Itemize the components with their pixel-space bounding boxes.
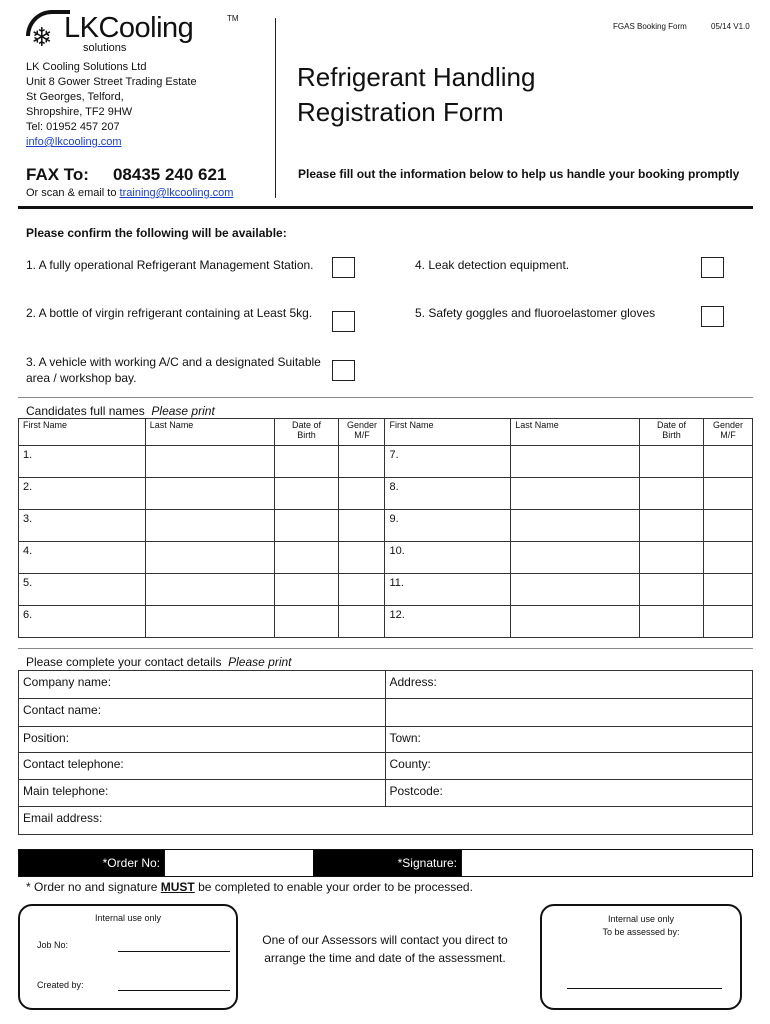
address-field-line2[interactable] [385,699,753,727]
fax-label: FAX To: [26,165,89,184]
county-field[interactable]: County: [385,753,753,780]
first-name-cell[interactable]: 7. [385,446,511,478]
first-name-cell[interactable]: 5. [19,574,146,606]
scan-email-line [26,187,233,199]
gender-cell[interactable] [339,542,385,574]
order-note: * Order no and signature MUST be completed to enable your order to be processed. [26,880,473,894]
dob-cell[interactable] [640,510,704,542]
logo-name: LKCooling [64,12,194,44]
doc-code: FGAS Booking Form [613,22,687,31]
internal-use-box-left [18,904,238,1010]
dob-cell[interactable] [274,542,339,574]
order-no-field[interactable] [164,850,313,876]
header-dob: Date of Birth [640,419,704,446]
address-line: St Georges, Telford, [26,91,124,103]
signature-label: *Signature: [313,850,461,876]
table-row [19,446,753,478]
first-name-cell[interactable]: 11. [385,574,511,606]
table-row [19,510,753,542]
signature-field[interactable] [461,850,752,876]
gender-cell[interactable] [339,446,385,478]
first-name-cell[interactable]: 4. [19,542,146,574]
company-address [26,60,197,150]
requirement-checkbox-2[interactable] [332,311,355,332]
dob-cell[interactable] [640,446,704,478]
candidates-table [18,418,753,638]
contact-table [18,670,753,835]
last-name-cell[interactable] [145,510,274,542]
gender-cell[interactable] [703,574,752,606]
job-no-label: Job No: [37,940,69,950]
assessed-by-line[interactable] [567,988,722,989]
gender-cell[interactable] [703,542,752,574]
town-field[interactable]: Town: [385,727,753,753]
candidates-label-text: Candidates full names [26,404,145,418]
dob-cell[interactable] [274,606,339,638]
contact-name-field[interactable]: Contact name: [19,699,386,727]
requirement-checkbox-1[interactable] [332,257,355,278]
last-name-cell[interactable] [145,542,274,574]
dob-cell[interactable] [640,478,704,510]
postcode-field[interactable]: Postcode: [385,780,753,807]
candidates-label [26,404,215,418]
table-row [19,606,753,638]
gender-cell[interactable] [703,478,752,510]
dob-cell[interactable] [274,574,339,606]
first-name-cell[interactable]: 2. [19,478,146,510]
requirement-label-4: 4. Leak detection equipment. [415,258,570,272]
position-field[interactable]: Position: [19,727,386,753]
assessor-message: One of our Assessors will contact you direct to arrange the time and date of the assessment. [262,933,508,965]
header-first-name: First Name [385,419,511,446]
email-address-field[interactable]: Email address: [19,807,753,835]
contact-telephone-field[interactable]: Contact telephone: [19,753,386,780]
last-name-cell[interactable] [511,574,640,606]
address-line: Unit 8 Gower Street Trading Estate [26,76,197,88]
internal-use-box-right [540,904,742,1010]
gender-cell[interactable] [339,478,385,510]
gender-cell[interactable] [339,574,385,606]
dob-cell[interactable] [640,574,704,606]
dob-cell[interactable] [274,446,339,478]
last-name-cell[interactable] [511,542,640,574]
logo-trademark: TM [227,14,239,23]
gender-cell[interactable] [703,446,752,478]
title-line: Registration Form [297,97,504,127]
header-divider [275,18,276,198]
main-telephone-field[interactable]: Main telephone: [19,780,386,807]
snowflake-icon: ❄ [31,22,53,52]
gender-cell[interactable] [339,510,385,542]
created-by-line[interactable] [118,990,230,991]
contact-label [26,655,292,669]
candidates-note: Please print [151,404,215,418]
table-row [19,542,753,574]
first-name-cell[interactable]: 3. [19,510,146,542]
requirement-label-5: 5. Safety goggles and fluoroelastomer gloves [415,306,656,320]
last-name-cell[interactable] [145,446,274,478]
table-row [19,478,753,510]
fax-line [26,165,226,185]
order-no-label: *Order No: [19,850,164,876]
confirm-heading: Please confirm the following will be available: [26,226,287,240]
gender-cell[interactable] [339,606,385,638]
requirement-label-1: 1. A fully operational Refrigerant Management Station. [26,258,314,272]
last-name-cell[interactable] [511,606,640,638]
internal-use-title: Internal use only [94,913,162,923]
section-divider [18,648,753,649]
requirement-label-2: 2. A bottle of virgin refrigerant containing at Least 5kg. [26,306,313,320]
first-name-cell[interactable]: 12. [385,606,511,638]
first-name-cell[interactable]: 1. [19,446,146,478]
last-name-cell[interactable] [511,478,640,510]
contact-label-text: Please complete your contact details [26,655,222,669]
first-name-cell[interactable]: 6. [19,606,146,638]
address-field[interactable]: Address: [385,671,753,699]
gender-cell[interactable] [703,510,752,542]
gender-cell[interactable] [703,606,752,638]
requirement-label-3: 3. A vehicle with working A/C and a designated Suitable area / workshop bay. [26,355,321,385]
dob-cell[interactable] [640,542,704,574]
address-line: Shropshire, TF2 9HW [26,106,133,118]
logo-subtitle: solutions [83,42,127,54]
instruction-text: Please fill out the information below to help us handle your booking promptly [298,167,740,181]
last-name-cell[interactable] [511,510,640,542]
doc-version: 05/14 V1.0 [711,22,750,31]
first-name-cell[interactable]: 10. [385,542,511,574]
fax-number: 08435 240 621 [112,165,227,184]
company-name-field[interactable]: Company name: [19,671,386,699]
last-name-cell[interactable] [145,574,274,606]
requirement-checkbox-4[interactable] [701,257,724,278]
requirement-checkbox-3[interactable] [332,360,355,381]
last-name-cell[interactable] [145,606,274,638]
header-rule [18,206,753,209]
dob-cell[interactable] [640,606,704,638]
header-gender: Gender M/F [703,419,752,446]
dob-cell[interactable] [274,510,339,542]
training-email-link[interactable]: training@lkcooling.com [119,187,234,199]
address-line: LK Cooling Solutions Ltd [26,61,147,73]
scan-text: Or scan & email to [26,187,120,199]
header-last-name: Last Name [511,419,640,446]
address-phone: Tel: 01952 457 207 [26,121,120,133]
title-line: Refrigerant Handling [297,62,536,92]
requirement-checkbox-5[interactable] [701,306,724,327]
last-name-cell[interactable] [145,478,274,510]
job-no-line[interactable] [118,951,230,952]
internal-use-title-right: Internal use only To be assessed by: [602,914,680,937]
header-last-name: Last Name [145,419,274,446]
order-bar [18,849,753,877]
header-dob: Date of Birth [274,419,339,446]
section-divider [18,397,753,398]
dob-cell[interactable] [274,478,339,510]
page-title [297,60,535,130]
first-name-cell[interactable]: 9. [385,510,511,542]
header-gender: Gender M/F [339,419,385,446]
last-name-cell[interactable] [511,446,640,478]
header-first-name: First Name [19,419,146,446]
table-row [19,574,753,606]
contact-note: Please print [228,655,292,669]
info-email-link[interactable]: info@lkcooling.com [26,136,122,148]
first-name-cell[interactable]: 8. [385,478,511,510]
created-by-label: Created by: [37,980,84,990]
